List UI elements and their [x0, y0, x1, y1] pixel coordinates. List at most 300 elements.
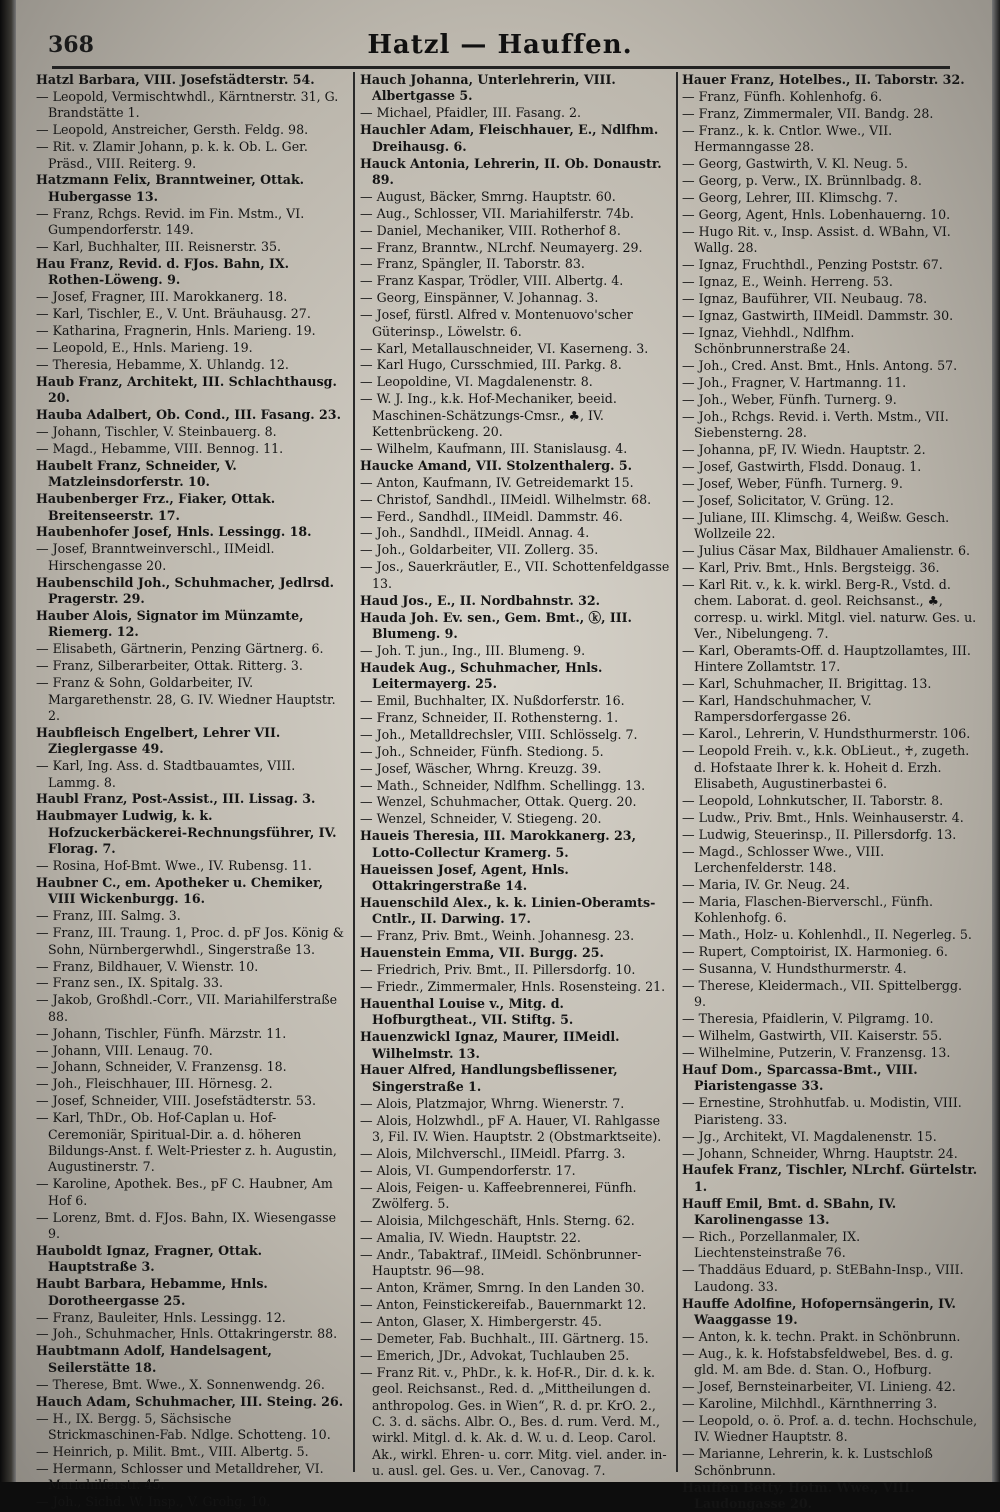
directory-entry: [360, 1365, 670, 1480]
directory-entry-surname: [682, 1162, 978, 1195]
entry-text: — Franz, Rchgs. Revid. im Fin. Mstm., VI. Gumpendorferstr. 149.: [36, 205, 305, 238]
entry-text: — Josef, Schneider, VIII. Josefstädterstr. 53.: [36, 1093, 316, 1109]
entry-text: — Aug., Schlosser, VII. Mariahilferstr. 74b.: [360, 205, 634, 221]
directory-entry: [682, 877, 978, 893]
directory-entry: [36, 306, 346, 322]
directory-entry: [36, 1411, 346, 1444]
directory-entry: [682, 961, 978, 977]
entry-text: — Alois, Holzwhdl., pF A. Hauer, VI. Rahlgasse 3, Fil. IV. Wien. Hauptstr. 2 (Obstmarktseite).: [360, 1112, 662, 1145]
directory-entry: [682, 493, 978, 509]
entry-text: — Franz & Sohn, Goldarbeiter, IV. Margarethenstr. 28, G. IV. Wiedner Hauptstr. 2.: [36, 675, 336, 723]
entry-text: Hauenstein Emma, VII. Burgg. 25.: [360, 945, 604, 961]
entry-text: Hau Franz, Revid. d. FJos. Bahn, IX. Rothen-Löweng. 9.: [36, 255, 290, 288]
entry-text: — Leopold Freih. v., k.k. ObLieut., ♰, zugeth. d. Hofstaate Ihrer k. k. Hoheit d. Erzh. Elisabeth, Augustinerbastei 6.: [682, 743, 970, 792]
directory-entry-surname: [360, 610, 670, 643]
directory-entry: [682, 726, 978, 742]
entry-text: Hauba Adalbert, Ob. Cond., III. Fasang. 23.: [36, 407, 341, 423]
entry-text: — Ferd., Sandhdl., IIMeidl. Dammstr. 46.: [360, 508, 623, 524]
directory-entry: [36, 357, 346, 373]
entry-text: — Josef, Gastwirth, Flsdd. Donaug. 1.: [682, 458, 922, 474]
entry-text: — Franz, Branntw., NLrchf. Neumayerg. 29.: [360, 239, 643, 255]
directory-entry: [36, 1093, 346, 1109]
directory-entry: [36, 1176, 346, 1209]
entry-text: — Lorenz, Bmt. d. FJos. Bahn, IX. Wiesengasse 9.: [36, 1209, 337, 1242]
entry-text: — Anton, Krämer, Smrng. In den Landen 30.: [360, 1280, 645, 1296]
directory-entry: [682, 810, 978, 826]
directory-entry: [36, 1310, 346, 1326]
directory-entry-surname: [360, 122, 670, 155]
entry-text: — Franz, III. Salmg. 3.: [36, 908, 181, 924]
entry-text: — Franz., k. k. Cntlor. Wwe., VII. Hermanngasse 28.: [682, 122, 893, 155]
entry-text: — Alois, VI. Gumpendorferstr. 17.: [360, 1162, 576, 1178]
directory-entry-surname: [360, 828, 670, 861]
entry-text: Haueissen Josef, Agent, Hnls. Ottakringerstraße 14.: [360, 861, 569, 893]
directory-entry: [360, 441, 670, 457]
entry-text: — Aloisia, Milchgeschäft, Hnls. Sterng. 62.: [360, 1213, 635, 1229]
directory-entry: [36, 641, 346, 657]
header-rule: [52, 66, 950, 69]
entry-text: — Hermann, Schlosser und Metalldreher, VI. Mariahilferstr. 45.: [36, 1460, 324, 1493]
entry-text: Haubner C., em. Apotheker u. Chemiker, VIII Wickenburgg. 16.: [36, 875, 324, 907]
directory-entry: [682, 1045, 978, 1061]
directory-entry-surname: [36, 491, 346, 524]
entry-text: — Rit. v. Zlamir Johann, p. k. k. Ob. L. Ger. Präsd., VIII. Reiterg. 9.: [36, 139, 308, 171]
entry-text: — Leopold, Lohnkutscher, II. Taborstr. 8.: [682, 792, 944, 808]
entry-text: Haubfleisch Engelbert, Lehrer VII. Zieglergasse 49.: [36, 724, 281, 757]
directory-entry: [360, 357, 670, 373]
entry-text: — Anton, Feinstickereifab., Bauernmarkt 12.: [360, 1297, 647, 1313]
entry-text: — Jg., Architekt, VI. Magdalenenstr. 15.: [682, 1128, 937, 1144]
entry-text: — Joh., Metalldrechsler, VIII. Schlösselg. 7.: [360, 726, 638, 742]
directory-entry: [36, 675, 346, 724]
directory-entry: [36, 289, 346, 305]
page-number: 368: [48, 32, 94, 58]
directory-entry: [682, 123, 978, 156]
directory-entry-surname: [36, 72, 346, 88]
directory-entry: [682, 944, 978, 960]
directory-entry: [682, 442, 978, 458]
directory-entry-surname: [682, 1296, 978, 1329]
column-2: [360, 72, 670, 1479]
directory-entry-surname: [36, 1394, 346, 1410]
directory-entry: [360, 1163, 670, 1179]
entry-text: — Katharina, Fragnerin, Hnls. Marieng. 19.: [36, 323, 316, 339]
directory-entry: [360, 1230, 670, 1246]
entry-text: — Johann, VIII. Lenaug. 70.: [36, 1042, 213, 1058]
directory-entry: [360, 475, 670, 491]
entry-text: Hauenzwickl Ignaz, Maurer, IIMeidl. Wilhelmstr. 13.: [360, 1029, 620, 1061]
entry-text: — Ludw., Priv. Bmt., Hnls. Weinhauserstr. 4.: [682, 809, 964, 825]
entry-text: — Ludwig, Steuerinsp., II. Pillersdorfg. 13.: [682, 826, 957, 842]
entry-text: Hauf Dom., Sparcassa-Bmt., VIII. Piaristengasse 33.: [682, 1061, 918, 1094]
entry-text: Hauda Joh. Ev. sen., Gem. Bmt., ⓚ, III. Blumeng. 9.: [360, 609, 632, 641]
directory-entry: [360, 105, 670, 121]
entry-text: — Rosina, Hof-Bmt. Wwe., IV. Rubensg. 11.: [36, 858, 312, 874]
directory-entry: [682, 358, 978, 374]
directory-entry: [682, 844, 978, 877]
entry-text: — Ernestine, Strohhutfab. u. Modistin, VIII. Piaristeng. 33.: [682, 1095, 962, 1127]
directory-entry: [36, 441, 346, 457]
directory-entry: [682, 1011, 978, 1027]
entry-text: Hatzl Barbara, VIII. Josefstädterstr. 54.: [36, 72, 315, 87]
directory-entry-surname: [36, 256, 346, 289]
entry-text: — Karl Rit. v., k. k. wirkl. Berg-R., Vstd. d. chem. Laborat. d. geol. Reichsanst., ♣, corresp. u. wirkl. Mitgl. viel. naturw. Ges. u. Ver., Nibelungeng. 7.: [682, 576, 977, 641]
entry-text: — Christof, Sandhdl., IIMeidl. Wilhelmstr. 68.: [360, 491, 652, 507]
directory-entry-surname: [360, 1062, 670, 1095]
directory-entry: [682, 1262, 978, 1295]
directory-entry: [682, 207, 978, 223]
directory-entry: [682, 325, 978, 358]
directory-entry: [36, 340, 346, 356]
entry-text: — Joh., Cred. Anst. Bmt., Hnls. Antong. 57.: [682, 357, 958, 373]
directory-entry: [36, 1110, 346, 1176]
entry-text: — Joh., Weber, Fünfh. Turnerg. 9.: [682, 391, 897, 407]
directory-entry: [360, 492, 670, 508]
entry-text: Hauenthal Louise v., Mitg. d. Hofburgtheat., VII. Stiftg. 5.: [360, 995, 574, 1028]
directory-entry-surname: [360, 156, 670, 189]
directory-entry: [682, 577, 978, 643]
directory-entry: [682, 1095, 978, 1128]
directory-entry: [36, 1377, 346, 1393]
directory-entry: [36, 1444, 346, 1460]
directory-entry: [360, 979, 670, 995]
entry-text: — Friedrich, Priv. Bmt., II. Pillersdorfg. 10.: [360, 962, 636, 978]
directory-entry: [36, 139, 346, 172]
directory-entry-surname: [36, 791, 346, 807]
entry-text: — Theresia, Pfaidlerin, V. Pilgramg. 10.: [682, 1011, 934, 1027]
entry-text: — Heinrich, p. Milit. Bmt., VIII. Albertg. 5.: [36, 1443, 309, 1459]
entry-text: Hauff Emil, Bmt. d. SBahn, IV. Karolinengasse 13.: [682, 1195, 897, 1228]
directory-entry: [360, 374, 670, 390]
entry-text: — Georg, Agent, Hnls. Lobenhauerng. 10.: [682, 206, 951, 222]
directory-entry: [36, 1026, 346, 1042]
directory-entry: [682, 274, 978, 290]
entry-text: Haufek Franz, Tischler, NLrchf. Gürtelstr. 1.: [682, 1162, 978, 1194]
entry-text: Hauber Alois, Signator im Münzamte, Riemerg. 12.: [36, 608, 304, 640]
entry-text: — Therese, Kleidermach., VII. Spittelbergg. 9.: [682, 977, 963, 1010]
directory-entry-surname: [682, 1062, 978, 1095]
directory-entry: [360, 744, 670, 760]
entry-text: — Wenzel, Schneider, V. Stiegeng. 20.: [360, 811, 602, 827]
entry-text: — Josef, Bernsteinarbeiter, VI. Linieng. 42.: [682, 1379, 956, 1395]
entry-text: Hauffen Betty, Hotm. Wwe., VIII. Laudongasse 20.: [682, 1479, 915, 1512]
directory-entry: [36, 1076, 346, 1092]
entry-text: — Anton, k. k. techn. Prakt. in Schönbrunn.: [682, 1328, 961, 1344]
entry-text: — Johann, Tischler, Fünfh. Märzstr. 11.: [36, 1025, 287, 1041]
directory-entry: [360, 189, 670, 205]
entry-text: — Maria, IV. Gr. Neug. 24.: [682, 877, 850, 892]
entry-text: — Franz, Bauleiter, Hnls. Lessingg. 12.: [36, 1309, 286, 1325]
entry-text: — Ignaz, Viehhdl., Ndlfhm. Schönbrunnerstraße 24.: [682, 324, 855, 356]
book-binding-shadow: [0, 0, 16, 1482]
entry-text: — Ignaz, E., Weinh. Herreng. 53.: [682, 273, 893, 289]
directory-entry: [360, 778, 670, 794]
directory-entry-surname: [36, 374, 346, 407]
entry-text: Hauch Johanna, Unterlehrerin, VIII. Albertgasse 5.: [360, 72, 616, 104]
directory-entry: [682, 543, 978, 559]
entry-text: — Amalia, IV. Wiedn. Hauptstr. 22.: [360, 1230, 581, 1246]
entry-text: — Karl, Handschuhmacher, V. Rampersdorfergasse 26.: [682, 693, 872, 725]
entry-text: — Demeter, Fab. Buchhalt., III. Gärtnerg. 15.: [360, 1330, 649, 1346]
entry-text: — Franz, Priv. Bmt., Weinh. Johannesg. 23.: [360, 928, 635, 944]
directory-entry: [360, 761, 670, 777]
entry-text: — Alois, Feigen- u. Kaffeebrennerei, Fünfh. Zwölferg. 5.: [360, 1179, 637, 1212]
entry-text: — Maria, Flaschen-Bierverschl., Fünfh. Kohlenhofg. 6.: [682, 893, 934, 926]
entry-text: — Franz Kaspar, Trödler, VIII. Albertg. 4.: [360, 273, 624, 289]
entry-text: Haub Franz, Architekt, III. Schlachthausg. 20.: [36, 373, 337, 406]
directory-entry-surname: [36, 875, 346, 908]
directory-entry-surname: [36, 458, 346, 491]
directory-entry: [360, 256, 670, 272]
entry-text: — Joh., Schuhmacher, Hnls. Ottakringerstr. 88.: [36, 1326, 338, 1342]
entry-text: — Daniel, Mechaniker, VIII. Rotherhof 8.: [360, 222, 621, 238]
entry-text: — Joh., Fleischhauer, III. Hörnesg. 2.: [36, 1076, 273, 1092]
directory-entry-surname: [360, 593, 670, 609]
entry-text: — Ignaz, Gastwirth, IIMeidl. Dammstr. 30.: [682, 307, 954, 323]
entry-text: — W. J. Ing., k.k. Hof-Mechaniker, beeid. Maschinen-Schätzungs-Cmsr., ♣, IV. Kettenbrückeng. 20.: [360, 391, 617, 440]
entry-text: — Josef, Wäscher, Whrng. Kreuzg. 39.: [360, 760, 602, 776]
entry-text: — Wilhelm, Gastwirth, VII. Kaiserstr. 55.: [682, 1028, 943, 1044]
entry-text: — Josef, fürstl. Alfred v. Montenuovo'scher Güterinsp., Löwelstr. 6.: [360, 307, 633, 339]
directory-entry: [682, 894, 978, 927]
entry-text: — Georg, Einspänner, V. Johannag. 3.: [360, 290, 599, 306]
entry-text: — Joh., Schneider, Fünfh. Stediong. 5.: [360, 743, 604, 759]
entry-text: — Karl Hugo, Cursschmied, III. Parkg. 8.: [360, 357, 622, 373]
directory-entry: [682, 793, 978, 809]
directory-entry: [360, 811, 670, 827]
entry-text: Haueis Theresia, III. Marokkanerg. 23, Lotto-Collectur Kramerg. 5.: [360, 828, 636, 860]
directory-entry: [682, 978, 978, 1011]
directory-entry: [360, 1146, 670, 1162]
directory-entry-surname: [36, 524, 346, 540]
entry-text: Hauboldt Ignaz, Fragner, Ottak. Hauptstraße 3.: [36, 1242, 262, 1275]
directory-entry: [36, 89, 346, 122]
entry-text: — Anton, Kaufmann, IV. Getreidemarkt 15.: [360, 474, 634, 490]
directory-entry: [682, 927, 978, 943]
entry-text: — Josef, Branntweinverschl., IIMeidl. Hirschengasse 20.: [36, 541, 275, 573]
entry-text: Hauck Antonia, Lehrerin, II. Ob. Donaustr. 89.: [360, 155, 662, 187]
entry-text: Haubtmann Adolf, Handelsagent, Seilerstätte 18.: [36, 1343, 272, 1375]
directory-entry: [682, 1379, 978, 1395]
directory-entry: [36, 239, 346, 255]
entry-text: — Susanna, V. Hundsthurmerstr. 4.: [682, 961, 907, 977]
directory-entry: [682, 1446, 978, 1479]
entry-text: — Ignaz, Bauführer, VII. Neubaug. 78.: [682, 290, 928, 306]
directory-entry: [36, 1461, 346, 1494]
directory-entry: [682, 1329, 978, 1345]
directory-entry-surname: [36, 1276, 346, 1309]
entry-text: — Marianne, Lehrerin, k. k. Lustschloß Schönbrunn.: [682, 1446, 933, 1478]
directory-entry: [360, 341, 670, 357]
directory-entry: [682, 1396, 978, 1412]
directory-entry: [360, 1348, 670, 1364]
directory-entry: [360, 1247, 670, 1280]
entry-text: Haubenschild Joh., Schuhmacher, Jedlrsd. Pragerstr. 29.: [36, 574, 335, 607]
directory-entry: [360, 307, 670, 340]
directory-entry: [36, 908, 346, 924]
directory-entry-surname: [36, 1343, 346, 1376]
directory-entry: [36, 925, 346, 958]
entry-text: — Michael, Pfaidler, III. Fasang. 2.: [360, 105, 582, 121]
directory-entry: [360, 643, 670, 659]
entry-text: — Rich., Porzellanmaler, IX. Liechtensteinstraße 76.: [682, 1229, 861, 1261]
entry-text: — Wenzel, Schuhmacher, Ottak. Querg. 20.: [360, 794, 637, 810]
entry-text: — Leopold, E., Hnls. Marieng. 19.: [36, 340, 253, 355]
entry-text: — Elisabeth, Gärtnerin, Penzing Gärtnerg. 6.: [36, 641, 324, 657]
directory-entry: [360, 1297, 670, 1313]
directory-entry-surname: [36, 608, 346, 641]
entry-text: — Franz, III. Traung. 1, Proc. d. pF Jos. König & Sohn, Nürnbergerwhdl., Singerstraße 13.: [36, 925, 344, 957]
entry-text: — Aug., k. k. Hofstabsfeldwebel, Bes. d. g. gld. M. am Bde. d. Stan. O., Hofburg.: [682, 1345, 954, 1378]
directory-entry: [360, 273, 670, 289]
directory-entry: [36, 206, 346, 239]
entry-text: Haubl Franz, Post-Assist., III. Lissag. 3.: [36, 791, 316, 807]
entry-text: — Karl, Metallauschneider, VI. Kaserneng. 3.: [360, 340, 649, 356]
entry-text: — Franz, Silberarbeiter, Ottak. Ritterg. 3.: [36, 658, 303, 674]
directory-entry: [360, 1331, 670, 1347]
column-divider: [353, 72, 355, 1472]
directory-entry: [36, 1043, 346, 1059]
entry-text: — Theresia, Hebamme, X. Uhlandg. 12.: [36, 356, 289, 372]
entry-text: — Karl, Ing. Ass. d. Stadtbauamtes, VIII. Lammg. 8.: [36, 758, 296, 790]
entry-text: Hauer Franz, Hotelbes., II. Taborstr. 32.: [682, 72, 965, 87]
directory-entry-surname: [360, 1029, 670, 1062]
entry-text: — Hugo Rit. v., Insp. Assist. d. WBahn, VI. Wallg. 28.: [682, 223, 951, 256]
directory-entry: [682, 392, 978, 408]
entry-text: Haudek Aug., Schuhmacher, Hnls. Leitermayerg. 25.: [360, 659, 603, 692]
entry-text: — Math., Schneider, Ndlfhm. Schellingg. 13.: [360, 777, 646, 793]
entry-text: — Joh., Rchgs. Revid. i. Verth. Mstm., VII. Siebensterng. 28.: [682, 408, 949, 441]
entry-text: — Leopold, Anstreicher, Gersth. Feldg. 98.: [36, 122, 309, 138]
entry-text: — Leopoldine, VI. Magdalenenstr. 8.: [360, 374, 593, 390]
directory-entry-surname: [36, 407, 346, 423]
entry-text: — Johann, Schneider, V. Franzensg. 18.: [36, 1059, 287, 1075]
entry-text: Haubenhofer Josef, Hnls. Lessingg. 18.: [36, 524, 312, 540]
column-divider: [676, 72, 678, 1472]
directory-entry: [682, 257, 978, 273]
directory-entry: [682, 1146, 978, 1162]
entry-text: Haubt Barbara, Hebamme, Hnls. Dorotheergasse 25.: [36, 1276, 268, 1308]
entry-text: — Karoline, Milchhdl., Kärnthnerring 3.: [682, 1396, 938, 1412]
directory-entry: [682, 224, 978, 257]
entry-text: — Karl, ThDr., Ob. Hof-Caplan u. Hof-Ceremoniär, Spiritual-Dir. a. d. höheren Bildungs-Anst. f. Welt-Priester z. h. Augustin, Augustinerstr. 7.: [36, 1110, 337, 1175]
entry-text: Hauer Alfred, Handlungsbeflissener, Singerstraße 1.: [360, 1062, 618, 1094]
entry-text: — Math., Holz- u. Kohlenhdl., II. Negerleg. 5.: [682, 927, 972, 943]
entry-text: — Karl, Schuhmacher, II. Brigittag. 13.: [682, 676, 932, 692]
entry-text: Hauenschild Alex., k. k. Linien-Oberamts-Cntlr., II. Darwing. 17.: [360, 894, 656, 927]
directory-entry: [360, 542, 670, 558]
entry-text: — Juliane, III. Klimschg. 4, Weißw. Gesch. Wollzeile 22.: [682, 509, 950, 541]
entry-text: — Franz, Spängler, II. Taborstr. 83.: [360, 256, 585, 272]
entry-text: — Therese, Bmt. Wwe., X. Sonnenwendg. 26.: [36, 1376, 325, 1392]
directory-entry: [36, 758, 346, 791]
directory-entry-surname: [682, 1480, 978, 1512]
directory-entry: [360, 794, 670, 810]
directory-entry: [360, 928, 670, 944]
directory-entry: [682, 156, 978, 172]
directory-entry: [36, 975, 346, 991]
directory-entry: [36, 424, 346, 440]
entry-text: — Wilhelm, Kaufmann, III. Stanislausg. 4.: [360, 440, 628, 456]
directory-entry: [682, 1229, 978, 1262]
entry-text: — Karl, Buchhalter, III. Reisnerstr. 35.: [36, 239, 282, 255]
page-title: Hatzl — Hauffen.: [367, 30, 633, 60]
entry-text: — Magd., Hebamme, VIII. Bennog. 11.: [36, 440, 284, 456]
directory-entry: [360, 525, 670, 541]
page-header: [30, 28, 970, 70]
directory-entry-surname: [36, 725, 346, 758]
entry-text: — Joh., Sichd. W. Insp., V. Grohg. 10.: [36, 1494, 271, 1510]
entry-text: — August, Bäcker, Smrng. Hauptstr. 60.: [360, 188, 616, 204]
entry-text: — Karl, Priv. Bmt., Hnls. Bergsteigg. 36.: [682, 559, 940, 575]
directory-entry: [360, 1280, 670, 1296]
directory-entry-surname: [360, 996, 670, 1029]
entry-text: — Friedr., Zimmermaler, Hnls. Rosensteing. 21.: [360, 978, 666, 994]
directory-entry: [682, 560, 978, 576]
entry-text: Hauffe Adolfine, Hofopernsängerin, IV. Waaggasse 19.: [682, 1295, 956, 1328]
directory-entry: [36, 959, 346, 975]
directory-entry: [682, 291, 978, 307]
entry-text: — Leopold, Vermischtwhdl., Kärntnerstr. 31, G. Brandstätte 1.: [36, 88, 339, 121]
directory-entry: [36, 992, 346, 1025]
directory-entry: [36, 323, 346, 339]
directory-entry: [682, 459, 978, 475]
entry-text: Hauch Adam, Schuhmacher, III. Steing. 26.: [36, 1393, 344, 1409]
entry-text: — Joh. T. jun., Ing., III. Blumeng. 9.: [360, 642, 586, 658]
directory-entry: [360, 727, 670, 743]
entry-text: Hauchler Adam, Fleischhauer, E., Ndlfhm. Dreihausg. 6.: [360, 122, 659, 154]
entry-text: — Wilhelmine, Putzerin, V. Franzensg. 13.: [682, 1045, 951, 1061]
directory-entry-surname: [36, 808, 346, 857]
entry-text: — Johann, Schneider, Whrng. Hauptstr. 24.: [682, 1145, 958, 1161]
directory-entry: [682, 190, 978, 206]
entry-text: — Joh., Sandhdl., IIMeidl. Annag. 4.: [360, 525, 590, 541]
directory-entry-surname: [360, 895, 670, 928]
entry-text: — Magd., Schlosser Wwe., VIII. Lerchenfelderstr. 148.: [682, 843, 885, 876]
directory-entry: [682, 693, 978, 726]
directory-entry-surname: [682, 1196, 978, 1229]
entry-text: — Karl, Oberamts-Off. d. Hauptzollamtes, III. Hintere Zollamtstr. 17.: [682, 642, 971, 675]
directory-entry: [682, 308, 978, 324]
directory-entry-surname: [360, 72, 670, 105]
directory-entry: [682, 1346, 978, 1379]
directory-entry: [36, 541, 346, 574]
directory-entry: [360, 206, 670, 222]
entry-text: Haucke Amand, VII. Stolzenthalerg. 5.: [360, 457, 633, 473]
directory-entry: [360, 240, 670, 256]
entry-text: — Leopold, o. ö. Prof. a. d. techn. Hochschule, IV. Wiedner Hauptstr. 8.: [682, 1413, 978, 1445]
directory-entry: [682, 375, 978, 391]
entry-text: — Jakob, Großhdl.-Corr., VII. Mariahilferstraße 88.: [36, 992, 338, 1024]
directory-entry: [360, 1314, 670, 1330]
entry-text: Haubmayer Ludwig, k. k. Hofzuckerbäckerei-Rechnungsführer, IV. Florag. 7.: [36, 808, 337, 857]
entry-text: — Karl, Tischler, E., V. Unt. Bräuhausg. 27.: [36, 306, 311, 322]
entry-text: — Andr., Tabaktraf., IIMeidl. Schönbrunner-Hauptstr. 96—98.: [360, 1246, 642, 1279]
entry-text: — Anton, Glaser, X. Himbergerstr. 45.: [360, 1314, 602, 1330]
entry-text: — H., IX. Bergg. 5, Sächsische Strickmaschinen-Fab. Ndlge. Schotteng. 10.: [36, 1410, 331, 1442]
directory-entry: [682, 643, 978, 676]
directory-entry: [682, 676, 978, 692]
entry-text: — Jos., Sauerkräutler, E., VII. Schottenfeldgasse 13.: [360, 559, 670, 591]
directory-entry-surname: [360, 862, 670, 895]
directory-entry: [682, 409, 978, 442]
directory-entry: [682, 743, 978, 792]
directory-entry: [682, 106, 978, 122]
directory-entry-surname: [36, 172, 346, 205]
entry-text: Hatzmann Felix, Branntweiner, Ottak. Hubergasse 13.: [36, 172, 305, 204]
entry-text: — Karol., Lehrerin, V. Hundsthurmerstr. 106.: [682, 726, 971, 742]
entry-text: — Julius Cäsar Max, Bildhauer Amalienstr. 6.: [682, 542, 970, 558]
